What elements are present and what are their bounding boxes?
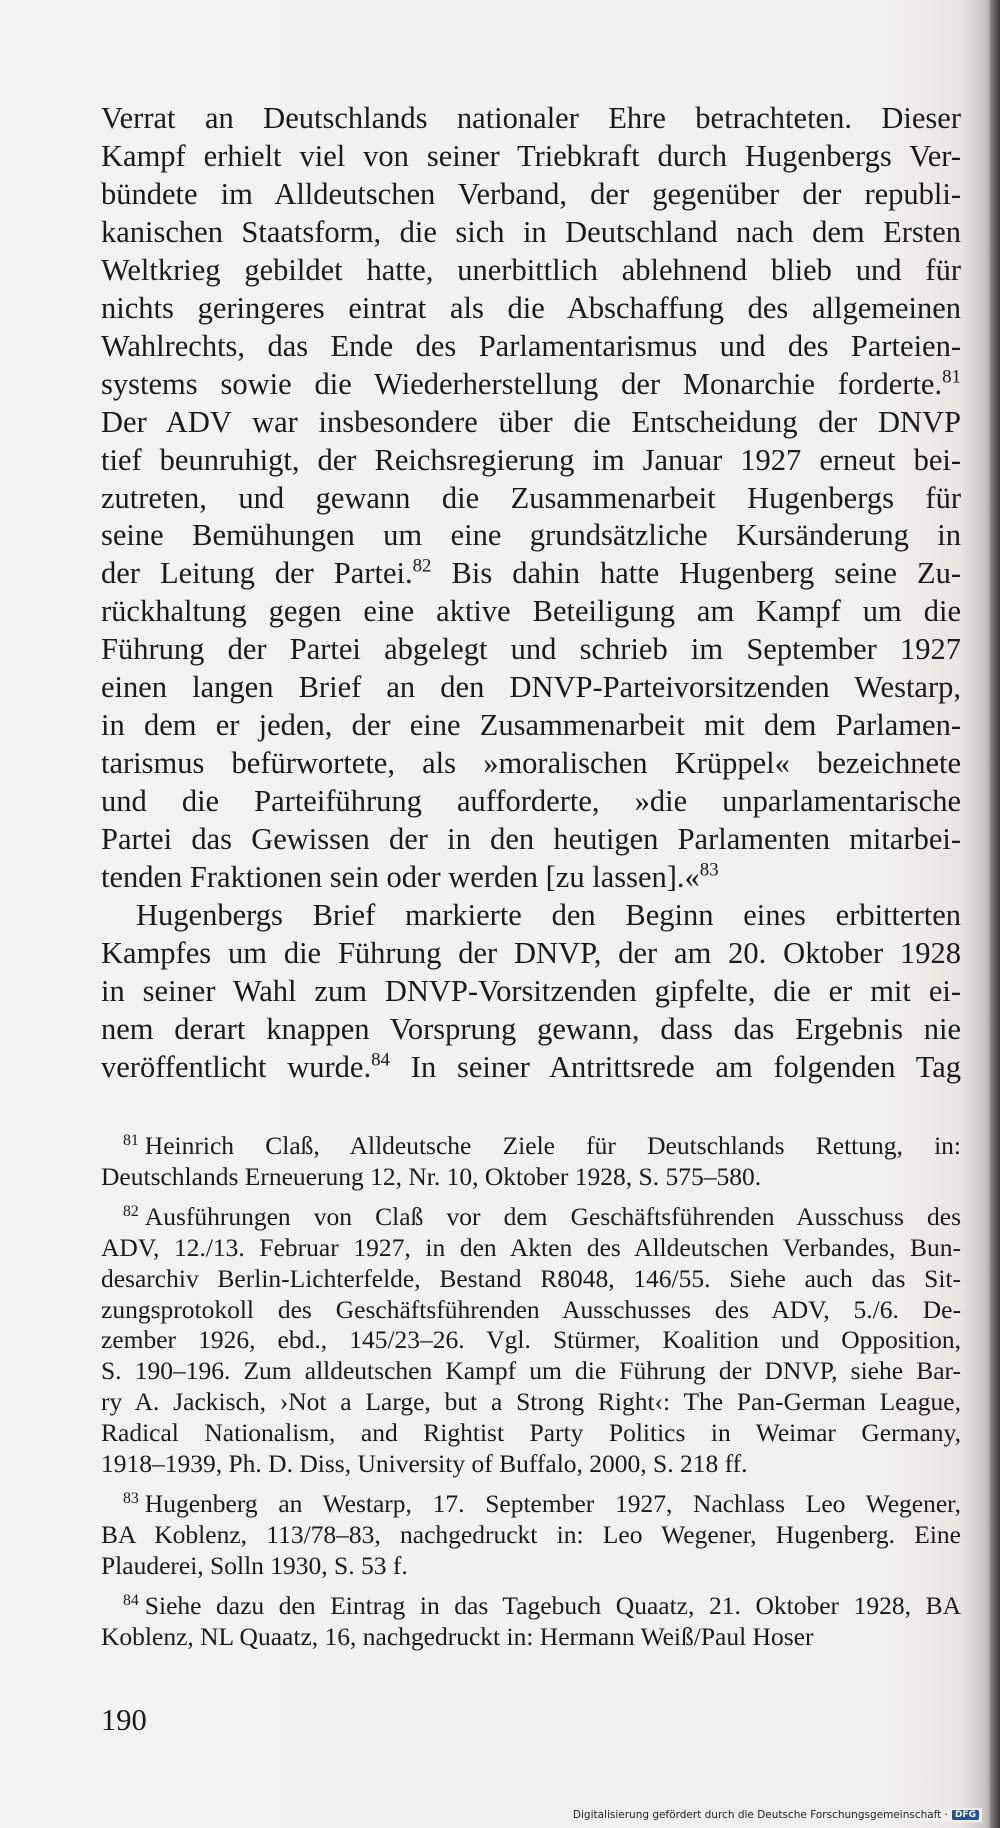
credit-text: Digitalisierung gefördert durch die Deutsche Forschungsgemeinschaft · [572, 1809, 948, 1821]
footnote-line [101, 1449, 961, 1480]
footnote-line-text: Deutschlands Erneuerung 12, Nr. 10, Oktober 1928, S. 575–580. [101, 1161, 762, 1191]
body-line [101, 480, 961, 518]
body-line-text: in seiner Wahl zum DNVP-Vorsitzenden gipfelte, die er mit ei- [101, 973, 961, 1008]
body-line [101, 783, 961, 821]
footnote-line [101, 1489, 961, 1520]
footnote-line-text: 1918–1939, Ph. D. Diss, University of Buffalo, 2000, S. 218 ff. [101, 1449, 748, 1479]
body-line [101, 669, 961, 707]
body-line [101, 404, 961, 442]
body-line-text: Weltkrieg gebildet hatte, unerbittlich ablehnend blieb und für [101, 252, 961, 287]
body-line [101, 897, 961, 935]
footnote-line [101, 1591, 961, 1622]
footnote-line [101, 1202, 961, 1233]
body-line [101, 631, 961, 669]
body-line-text: rückhaltung gegen eine aktive Beteiligung am Kampf um die [101, 594, 961, 629]
body-line [101, 214, 961, 252]
footnote-line-text: Siehe dazu den Eintrag in das Tagebuch Quaatz, 21. Oktober 1928, BA [144, 1590, 961, 1620]
footnote-line [101, 1264, 961, 1295]
body-line-text: bündete im Alldeutschen Verband, der gegenüber der republi- [101, 176, 961, 211]
body-line [101, 745, 961, 783]
body-line-text: Wahlrechts, das Ende des Parlamentarismus und des Parteien- [101, 328, 961, 363]
footnote-line-text: zember 1926, ebd., 145/23–26. Vgl. Stürmer, Koalition und Opposition, [101, 1325, 961, 1355]
dfg-logo: DFG [952, 1810, 979, 1820]
footnote-number: 83 [123, 1490, 139, 1508]
footnote-line-text: ADV, 12./13. Februar 1927, in den Akten des Alldeutschen Verbandes, Bun- [101, 1232, 961, 1262]
footnote-line [101, 1387, 961, 1418]
footnote-reference[interactable]: 83 [699, 859, 719, 881]
body-line-text: Der ADV war insbesondere über die Entscheidung der DNVP [101, 404, 961, 439]
body-line [101, 859, 961, 897]
footnote-line-text: Hugenberg an Westarp, 17. September 1927, Nachlass Leo Wegener, [144, 1488, 961, 1518]
body-line-text: tarismus befürwortete, als »moralischen Krüppel« bezeichnete [101, 746, 961, 781]
body-line [101, 138, 961, 176]
body-line-text: Kampf erhielt viel von seiner Triebkraft durch Hugenbergs Ver- [101, 138, 961, 173]
body-line-text: In seiner Antrittsrede am folgenden Tag [389, 1049, 961, 1084]
footnote-84 [101, 1591, 961, 1653]
body-line-text: tief beunruhigt, der Reichsregierung im Januar 1927 erneut bei- [101, 442, 961, 477]
body-line-text: Führung der Partei abgelegt und schrieb im September 1927 [101, 632, 961, 667]
body-line-text: tenden Fraktionen sein oder werden [zu lassen].« [101, 860, 700, 895]
body-line-text: Partei das Gewissen der in den heutigen Parlamenten mitarbei- [101, 822, 961, 857]
footnote-line-text: Plauderei, Solln 1930, S. 53 f. [101, 1550, 408, 1580]
body-line-text: Hugenbergs Brief markierte den Beginn eines erbitterten [136, 898, 961, 933]
digitization-credit [570, 1808, 982, 1822]
body-line [101, 1049, 961, 1087]
body-line-text: kanischen Staatsform, die sich in Deutschland nach dem Ersten [101, 214, 961, 249]
footnote-number: 84 [123, 1592, 139, 1609]
footnote-line [101, 1551, 961, 1582]
footnote-line [101, 1233, 961, 1264]
body-line-text: der Leitung der Partei. [101, 556, 413, 591]
footnote-line-text: ry A. Jackisch, ›Not a Large, but a Strong Right‹: The Pan-German League, [101, 1387, 961, 1417]
footnote-81 [101, 1131, 961, 1193]
body-line [101, 290, 961, 328]
body-line [101, 707, 961, 745]
body-line [101, 100, 961, 138]
body-line-text: Verrat an Deutschlands nationaler Ehre betrachteten. Dieser [101, 101, 961, 135]
page-edge-shadow [990, 0, 1000, 1828]
footnote-line [101, 1325, 961, 1356]
body-line-text: systems sowie die Wiederherstellung der Monarchie forderte. [101, 366, 943, 401]
body-text [101, 100, 961, 1087]
body-line-text: nichts geringeres eintrat als die Abschaffung des allgemeinen [101, 290, 961, 325]
body-line [101, 517, 961, 555]
body-line-text: einen langen Brief an den DNVP-Parteivorsitzenden Westarp, [101, 670, 961, 705]
body-line-text: Bis dahin hatte Hugenberg seine Zu- [431, 556, 961, 591]
body-line-text: veröffentlicht wurde. [101, 1049, 372, 1084]
footnote-line-text: Koblenz, NL Quaatz, 16, nachgedruckt in: Hermann Weiß/Paul Hoser [101, 1621, 814, 1651]
body-line-text: seine Bemühungen um eine grundsätzliche Kursänderung in [101, 518, 961, 553]
footnote-82 [101, 1202, 961, 1480]
footnote-line [101, 1520, 961, 1551]
footnote-line [101, 1418, 961, 1449]
footnote-line-text: Radical Nationalism, and Rightist Party Politics in Weimar Germany, [101, 1418, 961, 1448]
body-line [101, 442, 961, 480]
page-number: 190 [101, 1703, 147, 1737]
body-line [101, 252, 961, 290]
footnote-line [101, 1295, 961, 1326]
body-line [101, 593, 961, 631]
body-line [101, 821, 961, 859]
footnote-line [101, 1162, 961, 1193]
footnote-83 [101, 1489, 961, 1582]
footnote-line-text: Ausführungen von Claß vor dem Geschäftsführenden Ausschuss des [144, 1201, 961, 1231]
footnote-number: 81 [123, 1132, 139, 1150]
body-line [101, 555, 961, 593]
footnote-line-text: BA Koblenz, 113/78–83, nachgedruckt in: Leo Wegener, Hugenberg. Eine [101, 1519, 961, 1549]
body-line-text: nem derart knappen Vorsprung gewann, dass das Ergebnis nie [101, 1011, 961, 1046]
footnotes [101, 1131, 961, 1662]
body-line-text: Kampfes um die Führung der DNVP, der am 20. Oktober 1928 [101, 935, 961, 970]
body-line [101, 1011, 961, 1049]
body-line [101, 973, 961, 1011]
footnote-reference[interactable]: 84 [371, 1049, 390, 1071]
footnote-line-text: S. 190–196. Zum alldeutschen Kampf um die Führung der DNVP, siehe Bar- [101, 1356, 961, 1386]
body-line-text: zutreten, und gewann die Zusammenarbeit Hugenbergs für [101, 480, 961, 515]
footnote-line [101, 1622, 961, 1653]
footnote-line-text: Heinrich Claß, Alldeutsche Ziele für Deutschlands Rettung, in: [144, 1131, 961, 1160]
footnote-line-text: zungsprotokoll des Geschäftsführenden Ausschusses des ADV, 5./6. De- [101, 1294, 961, 1324]
footnote-line-text: desarchiv Berlin-Lichterfelde, Bestand R8048, 146/55. Siehe auch das Sit- [101, 1263, 961, 1293]
footnote-reference[interactable]: 81 [942, 365, 961, 387]
body-line-text: und die Parteiführung aufforderte, »die unparlamentarische [101, 784, 961, 819]
footnote-line [101, 1356, 961, 1387]
footnote-number: 82 [123, 1203, 139, 1221]
body-line [101, 176, 961, 214]
footnote-line [101, 1131, 961, 1162]
body-line [101, 366, 961, 404]
footnote-reference[interactable]: 82 [412, 555, 432, 577]
body-line [101, 935, 961, 973]
body-line [101, 328, 961, 366]
body-line-text: in dem er jeden, der eine Zusammenarbeit mit dem Parlamen- [101, 708, 961, 743]
